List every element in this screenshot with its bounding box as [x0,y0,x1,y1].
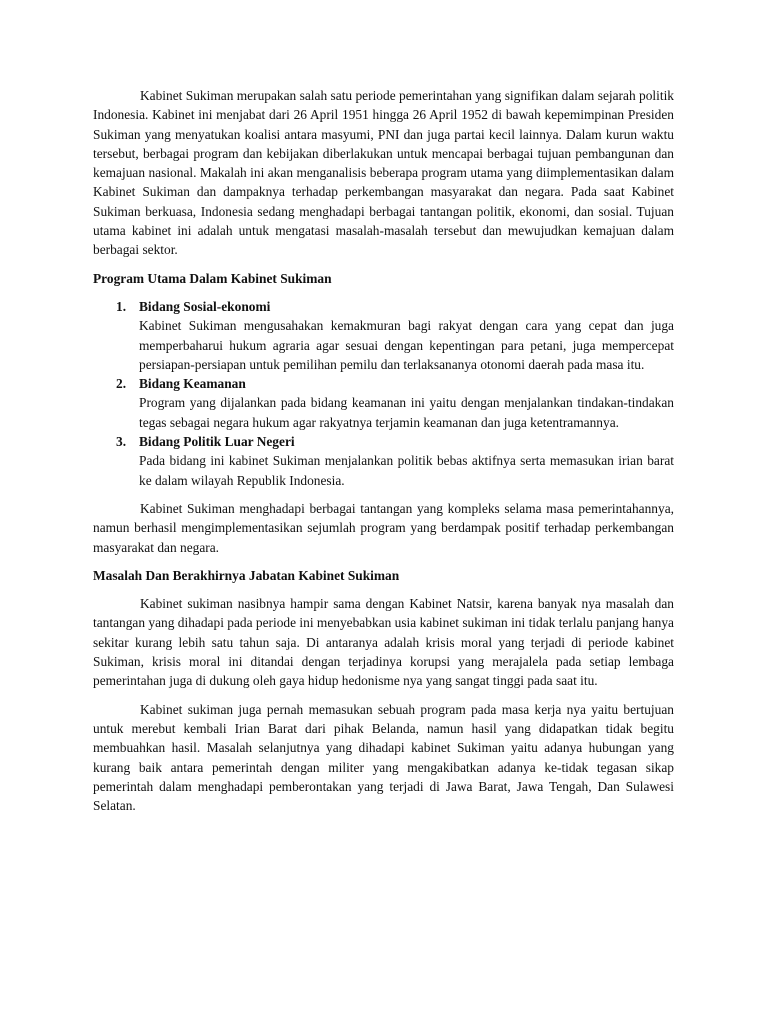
list-item-number: 1. [116,298,127,314]
section-heading-program: Program Utama Dalam Kabinet Sukiman [93,270,332,286]
intro-paragraph: Kabinet Sukiman merupakan salah satu periode pemerintahan yang signifikan dalam sejarah politik Indonesia. Kabinet ini menjabat dari 26 April 1951 hingga 26 April 1952 di bawah kepemimpinan Presiden Sukiman yang menyatukan koalisi antara masyumi, PNI dan juga partai kecil lainnya. Dalam kurun waktu tersebut, berbagai program dan kebijakan diberlakukan untuk mencapai berbagai tujuan pembangunan dan kemajuan nasional. Makalah ini akan menganalisis beberapa program utama yang diimplementasikan dalam Kabinet Sukiman dan dampaknya terhadap perkembangan masyarakat dan negara. Pada saat Kabinet Sukiman berkuasa, Indonesia sedang menghadapi berbagai tantangan politik, ekonomi, dan sosial. Tujuan utama kabinet ini adalah untuk mengatasi masalah-masalah tersebut dan mewujudkan kemajuan dalam berbagai sektor. [93,88,674,258]
section-heading-masalah: Masalah Dan Berakhirnya Jabatan Kabinet Sukiman [93,567,400,583]
list-item-body: Kabinet Sukiman mengusahakan kemakmuran bagi rakyat dengan cara yang cepat dan juga memperbaharui hukum agraria agar sesuai dengan kepentingan para petani, juga mempercepat persiapan-persiapan untuk pemilihan pemilu dan terlaksananya otonomi daerah pada masa itu. [139,318,674,372]
program-list [93,297,674,490]
list-item-number: 3. [116,434,127,450]
list-item-title: Bidang Sosial-ekonomi [139,298,271,314]
program-summary-paragraph: Kabinet Sukiman menghadapi berbagai tantangan yang kompleks selama masa pemerintahannya, namun berhasil mengimplementasikan sejumlah program yang berdampak positif terhadap perkembangan masyarakat dan negara. [93,500,674,555]
document-page [93,86,674,815]
list-item [93,297,674,374]
masalah-paragraph-1: Kabinet sukiman nasibnya hampir sama dengan Kabinet Natsir, karena banyak nya masalah dan tantangan yang dihadapi pada periode ini menyebabkan usia kabinet sukiman ini tidak terlalu panjang hanya sekitar kurang lebih satu tahun saja. Di antaranya adalah krisis moral yang terjadi di periode kabinet Sukiman, krisis moral ini ditandai dengan terjadinya korupsi yang merajalela pada setiap lembaga pemerintahan juga di dukung oleh gaya hidup hedonisme nya yang sangat tinggi pada saat itu. [93,596,674,689]
list-item-number: 2. [116,376,127,392]
list-item-title: Bidang Keamanan [139,376,246,392]
list-item [93,432,674,490]
list-item-body: Pada bidang ini kabinet Sukiman menjalankan politik bebas aktifnya serta memasukan irian barat ke dalam wilayah Republik Indonesia. [139,453,674,488]
list-item-body: Program yang dijalankan pada bidang keamanan ini yaitu dengan menjalankan tindakan-tindakan tegas sebagai negara hukum agar rakyatnya terjamin keamanan dan juga ketentramannya. [139,395,674,430]
masalah-paragraph-2: Kabinet sukiman juga pernah memasukan sebuah program pada masa kerja nya yaitu bertujuan untuk merebut kembali Irian Barat dari pihak Belanda, namun hasil yang didapatkan tidak begitu membuahkan hasil. Masalah selanjutnya yang dihadapi kabinet Sukiman yaitu adanya hubungan yang kurang baik antara pemerintah dengan militer yang mengakibatkan adanya ke-tidak tegasan sikap pemerintah dalam menghadapi pemberontakan yang terjadi di Jawa Barat, Jawa Tengah, Dan Sulawesi Selatan. [93,701,674,814]
list-item [93,374,674,432]
list-item-title: Bidang Politik Luar Negeri [139,434,295,450]
